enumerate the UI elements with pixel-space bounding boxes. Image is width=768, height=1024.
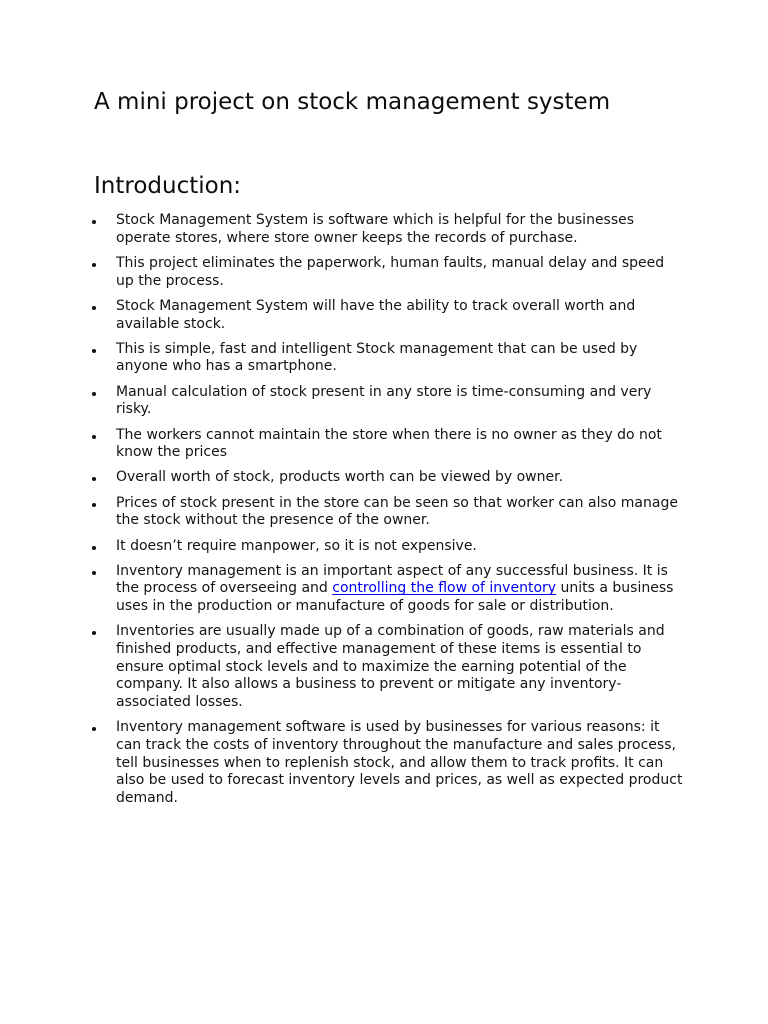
bullet-dot-icon — [92, 546, 96, 550]
bullet-item — [116, 341, 686, 376]
inventory-flow-link[interactable]: controlling the flow of inventory — [332, 580, 557, 597]
bullet-item — [116, 427, 686, 462]
bullet-dot-icon — [92, 503, 96, 507]
bullet-text: It doesn’t require manpower, so it is not expensive. — [116, 537, 477, 554]
bullet-text-before-link: Inventory management is an important aspect of any successful business. It is the process of overseeing and — [116, 562, 668, 597]
bullet-dot-icon — [92, 631, 96, 635]
document-title: A mini project on stock management system — [94, 89, 611, 115]
introduction-bullet-list — [116, 212, 686, 815]
bullet-text-after-link: units a business uses in the production or manufacture of goods for sale or distribution. — [116, 580, 674, 615]
bullet-dot-icon — [92, 349, 96, 353]
bullet-dot-icon — [92, 571, 96, 575]
bullet-item — [116, 719, 686, 808]
bullet-item — [116, 563, 686, 616]
bullet-text: Stock Management System is software which is helpful for the businesses operate stores, where store owner keeps the records of purchase. — [116, 212, 635, 246]
bullet-text: Manual calculation of stock present in any store is time-consuming and very risky. — [116, 383, 652, 418]
bullet-text: Overall worth of stock, products worth can be viewed by owner. — [116, 469, 564, 486]
bullet-text: Prices of stock present in the store can be seen so that worker can also manage the stock without the presence of the owner. — [116, 494, 678, 529]
bullet-item — [116, 212, 686, 247]
bullet-item — [116, 495, 686, 530]
bullet-text: Stock Management System will have the ability to track overall worth and available stock. — [116, 297, 636, 332]
section-heading-introduction: Introduction: — [94, 173, 242, 199]
bullet-item — [116, 623, 686, 712]
bullet-dot-icon — [92, 477, 96, 481]
bullet-dot-icon — [92, 263, 96, 267]
bullet-dot-icon — [92, 220, 96, 224]
bullet-dot-icon — [92, 435, 96, 439]
bullet-item — [116, 384, 686, 419]
bullet-item — [116, 255, 686, 290]
bullet-dot-icon — [92, 306, 96, 310]
bullet-item — [116, 538, 686, 556]
bullet-text: The workers cannot maintain the store when there is no owner as they do not know the prices — [116, 426, 662, 461]
bullet-text: Inventory management software is used by businesses for various reasons: it can track the costs of inventory throughout the manufacture and sales process, tell businesses when to replenish stock, and allow them to track profits. It can also be used to forecast inventory levels and prices, as well as expected product demand. — [116, 719, 683, 807]
bullet-text: This project eliminates the paperwork, human faults, manual delay and speed up the process. — [116, 254, 665, 289]
bullet-text: This is simple, fast and intelligent Stock management that can be used by anyone who has a smartphone. — [116, 340, 638, 375]
bullet-item — [116, 298, 686, 333]
bullet-item — [116, 469, 686, 487]
bullet-dot-icon — [92, 727, 96, 731]
bullet-text: Inventories are usually made up of a combination of goods, raw materials and finished products, and effective management of these items is essential to ensure optimal stock levels and to maximize the earning potential of the company. It also allows a business to prevent or mitigate any inventory-associated losses. — [116, 623, 665, 711]
bullet-dot-icon — [92, 392, 96, 396]
